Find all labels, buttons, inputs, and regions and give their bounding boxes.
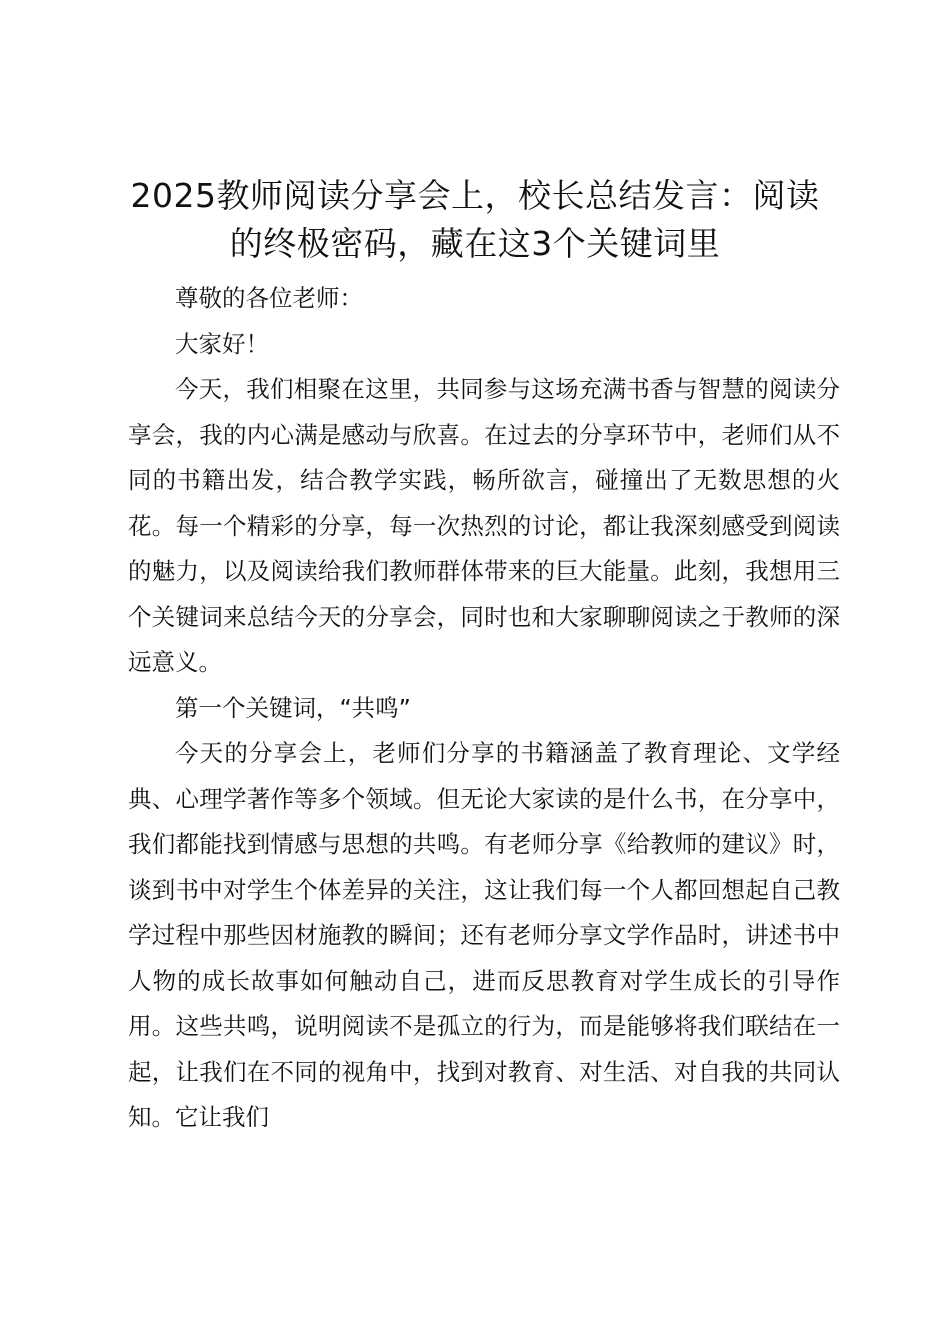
section-heading: 第一个关键词，“共鸣” xyxy=(175,693,411,722)
salutation: 尊敬的各位老师： xyxy=(175,284,363,312)
body-paragraph: 今天，我们相聚在这里，共同参与这场充满书香与智慧的阅读分享会，我的内心满是感动与欣喜。在过去的分享环节中，老师们从不同的书籍出发，结合教学实践，畅所欲言，碰撞出了无数思想的火花。每一个精彩的分享，每一次热烈的讨论，都让我深刻感受到阅读的魅力，以及阅读给我们教师群体带来的巨大能量。此刻，我想用三个关键词来总结今天的分享会，同时也和大家聊聊阅读之于教师的深远意义。 xyxy=(128,375,840,676)
greeting: 大家好！ xyxy=(175,329,269,358)
document-title: 2025教师阅读分享会上，校长总结发言：阅读的终极密码，藏在这3个关键词里 xyxy=(130,176,820,263)
body-paragraph: 今天的分享会上，老师们分享的书籍涵盖了教育理论、文学经典、心理学著作等多个领域。但无论大家读的是什么书，在分享中，我们都能找到情感与思想的共鸣。有老师分享《给教师的建议》时，谈到书中对学生个体差异的关注，这让我们每一个人都回想起自己教学过程中那些因材施教的瞬间；还有老师分享文学作品时，讲述书中人物的成长故事如何触动自己，进而反思教育对学生成长的引导作用。这些共鸣，说明阅读不是孤立的行为，而是能够将我们联结在一起，让我们在不同的视角中，找到对教育、对生活、对自我的共同认知。它让我们 xyxy=(128,739,840,1131)
document-body xyxy=(128,276,840,1141)
